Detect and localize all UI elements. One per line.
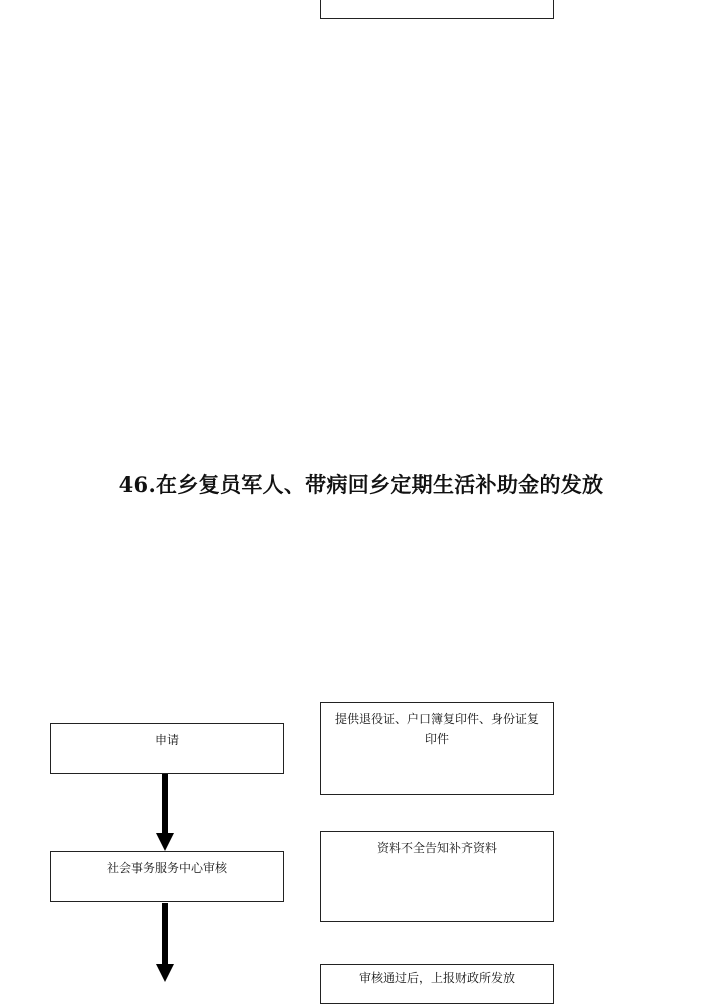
- note-incomplete-materials-label: 资料不全告知补齐资料: [376, 841, 497, 855]
- down-arrow: [156, 903, 174, 982]
- note-approval-submission: [320, 964, 554, 1004]
- note-incomplete-materials: [320, 831, 554, 922]
- arrow-head: [156, 833, 174, 851]
- arrow-shaft: [162, 903, 168, 965]
- arrow-shaft: [162, 774, 168, 834]
- down-arrow: [156, 774, 174, 851]
- step-review-box: [50, 851, 284, 902]
- previous-flow-box: [320, 0, 554, 19]
- step-apply-label: 申请: [154, 733, 179, 747]
- note-required-documents: [320, 702, 554, 795]
- step-apply-box: [50, 723, 284, 774]
- page-title: 46.在乡复员军人、带病回乡定期生活补助金的发放: [118, 472, 604, 497]
- arrow-head: [156, 964, 174, 982]
- step-review-label: 社会事务服务中心审核: [106, 861, 227, 875]
- note-required-documents-label: 提供退役证、户口簿复印件、身份证复印件: [334, 712, 539, 746]
- note-approval-submission-label: 审核通过后，上报财政所发放: [358, 971, 515, 985]
